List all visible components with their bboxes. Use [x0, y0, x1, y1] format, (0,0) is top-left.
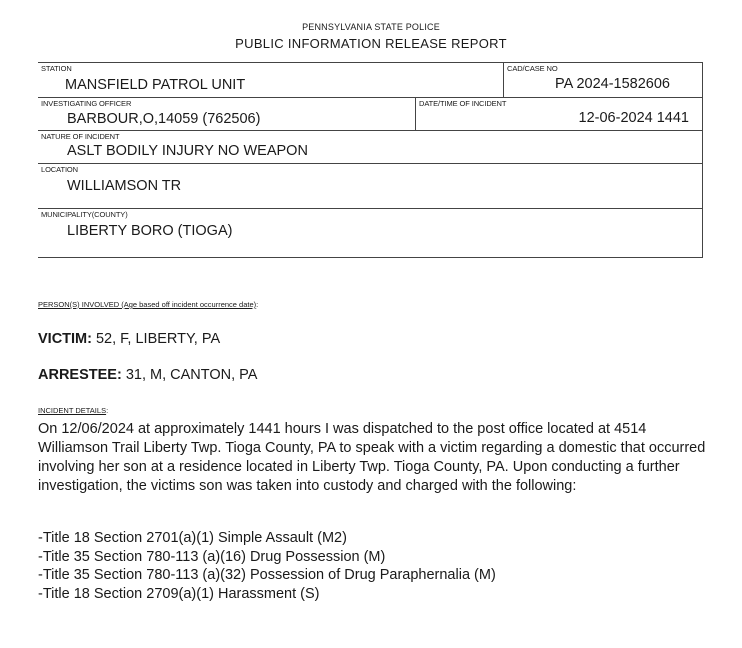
incident-form [38, 62, 703, 258]
datetime-label: DATE/TIME OF INCIDENT [419, 99, 507, 108]
arrestee-value: 31, M, CANTON, PA [121, 367, 258, 383]
agency-name: PENNSYLVANIA STATE POLICE [302, 22, 440, 32]
charge-item: -Title 18 Section 2709(a)(1) Harassment (S) [38, 585, 320, 602]
municipality-label: MUNICIPALITY(COUNTY) [41, 210, 128, 219]
victim-value: 52, F, LIBERTY, PA [91, 331, 221, 347]
victim-line [38, 331, 220, 347]
charges-list [38, 529, 496, 603]
victim-label: VICTIM: [38, 331, 92, 347]
incident-details-label: INCIDENT DETAILS: [38, 406, 109, 415]
case-cell [503, 63, 702, 97]
officer-label: INVESTIGATING OFFICER [41, 99, 132, 108]
nature-label: NATURE OF INCIDENT [41, 132, 120, 141]
persons-involved-label: PERSON(S) INVOLVED (Age based off incident occurrence date): [38, 300, 259, 309]
officer-value: BARBOUR,O,14059 (762506) [67, 111, 261, 127]
municipality-row [38, 208, 702, 257]
station-row [38, 63, 702, 97]
nature-row [38, 130, 702, 163]
officer-row [38, 97, 702, 130]
station-cell [38, 63, 503, 97]
location-row [38, 163, 702, 208]
report-title: PUBLIC INFORMATION RELEASE REPORT [235, 36, 507, 51]
municipality-value: LIBERTY BORO (TIOGA) [67, 223, 233, 239]
nature-value: ASLT BODILY INJURY NO WEAPON [67, 143, 308, 159]
case-label: CAD/CASE NO [507, 64, 558, 73]
arrestee-label: ARRESTEE: [38, 367, 122, 383]
charge-item: -Title 35 Section 780-113 (a)(32) Possession of Drug Paraphernalia (M) [38, 567, 496, 583]
case-number: PA 2024-1582606 [554, 76, 670, 92]
station-label: STATION [41, 64, 72, 73]
charge-item: -Title 18 Section 2701(a)(1) Simple Assault (M2) [38, 530, 347, 546]
station-value: MANSFIELD PATROL UNIT [65, 77, 246, 93]
arrestee-line [38, 367, 257, 383]
charge-item: -Title 35 Section 780-113 (a)(16) Drug Possession (M) [38, 548, 386, 565]
datetime-value: 12-06-2024 1441 [578, 110, 689, 126]
incident-narrative [38, 420, 708, 496]
location-label: LOCATION [41, 165, 78, 174]
location-value: WILLIAMSON TR [67, 178, 182, 194]
narrative-text: On 12/06/2024 at approximately 1441 hours I was dispatched to the post office located at 4514 Williamson Trail Liberty Twp. Tioga County, PA to speak with a victim regarding a domestic that occurred involving her son at a residence located in Liberty Twp. Tioga County, PA. Upon conducting a further investigation, the victims son was taken into custody and charged with the following: [38, 421, 706, 494]
datetime-cell [415, 98, 702, 130]
officer-cell [38, 98, 415, 130]
